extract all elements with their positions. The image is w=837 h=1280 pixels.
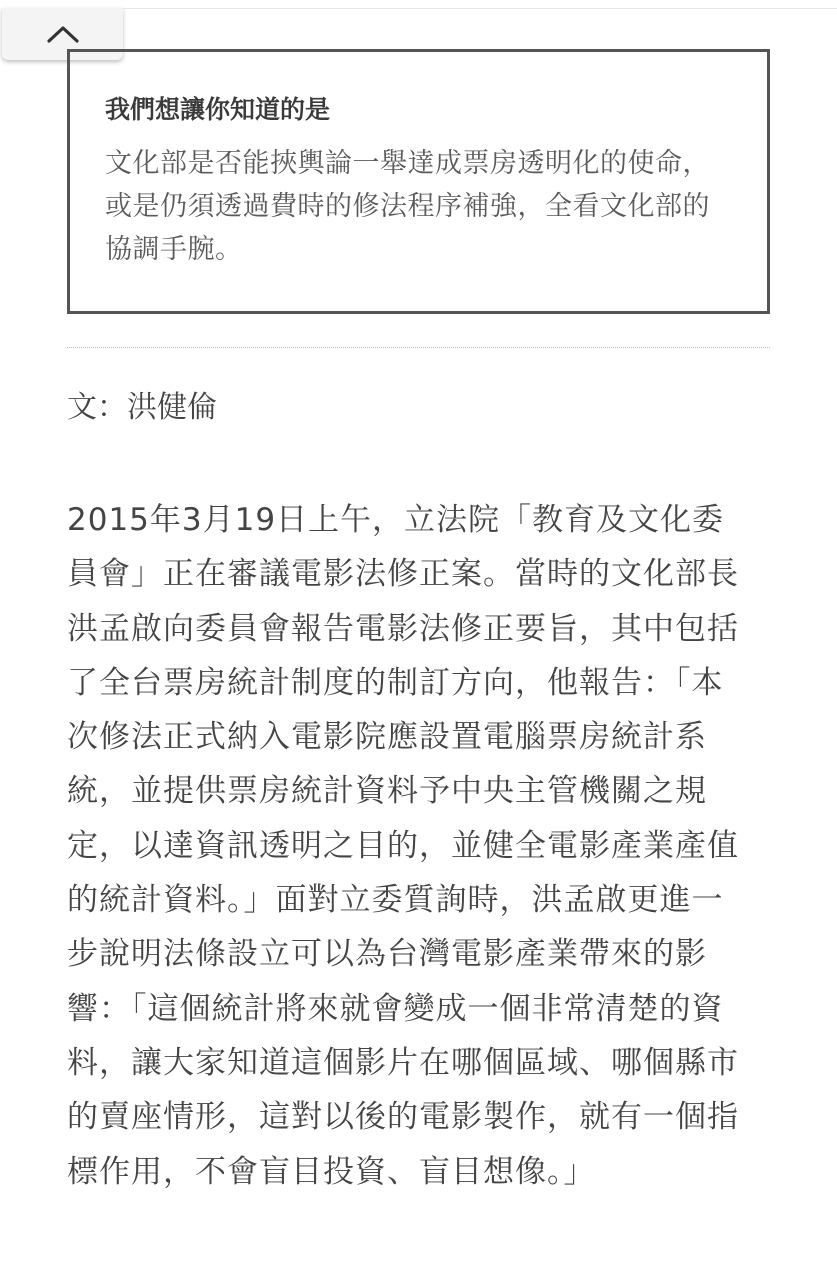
key-takeaway-box [67,49,770,314]
chevron-up-icon [46,24,80,44]
header-divider [120,8,837,9]
article-paragraph: 2015年3月19日上午，立法院「教育及文化委員會」正在審議電影法修正案。當時的文化部長洪孟啟向委員會報告電影法修正要旨，其中包括了全台票房統計制度的制訂方向，他報告：「本次修法正式納入電影院應設置電腦票房統計系統，並提供票房統計資料予中央主管機關之規定，以達資訊透明之目的，並健全電影產業產值的統計資料。」面對立委質詢時，洪孟啟更進一步說明法條設立可以為台灣電影產業帶來的影響：「這個統計將來就會變成一個非常清楚的資料，讓大家知道這個影片在哪個區域、哪個縣市的賣座情形，這對以後的電影製作，就有一個指標作用，不會盲目投資、盲目想像。」 [67,502,739,1190]
key-takeaway-title: 我們想讓你知道的是 [105,95,331,124]
author-byline: 文：洪健倫 [67,390,217,425]
section-divider [67,347,770,348]
key-takeaway-text: 文化部是否能挾輿論一舉達成票房透明化的使命，或是仍須透過費時的修法程序補強，全看文化部的協調手腕。 [105,148,710,265]
